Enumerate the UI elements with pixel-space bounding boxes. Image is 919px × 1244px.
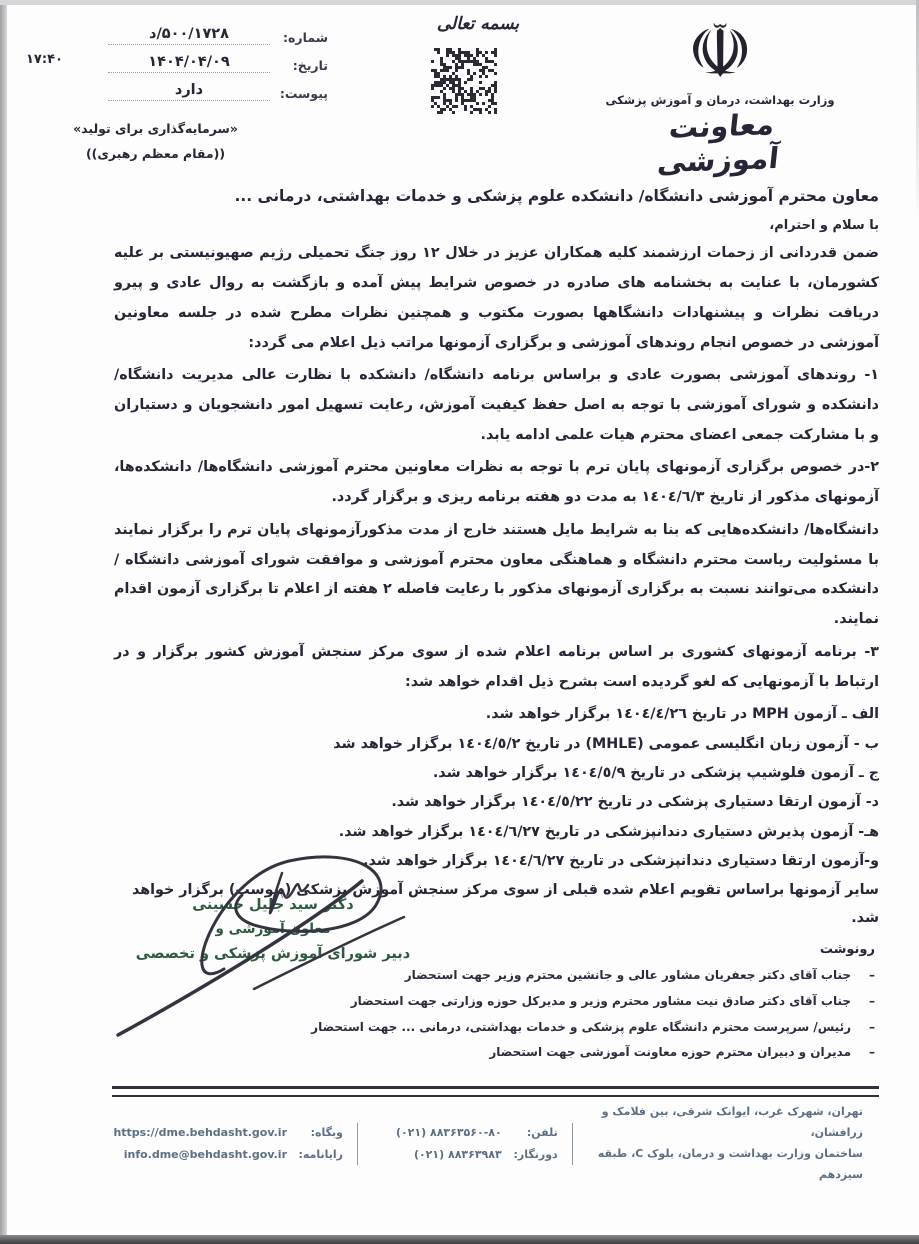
email-row: [118, 1144, 343, 1166]
item-2: ۲-در خصوص برگزاری آزمونهای پایان ترم با توجه به نظرات معاونین محترم آموزشی دانشگاه‌ها/ دانشکده‌ها، آزمونهای مذکور از تاریخ ١٤٠٤/٦/٣ به مدت دو هفته برنامه ریزی و برگزار گردد.: [114, 459, 879, 506]
footer-separator: [357, 1123, 358, 1165]
cc-item-text: مدیران و دبیران محترم حوزه معاونت آموزشی جهت استحضار: [489, 1045, 851, 1060]
print-time: ۱۷:۴۰: [26, 52, 63, 67]
letter-date-row: [108, 54, 328, 73]
footer-separator: [572, 1123, 573, 1165]
website-label: وبگاه:: [310, 1125, 343, 1139]
website-value: https://dme.behdasht.gov.ir: [113, 1125, 287, 1139]
cc-item-text: رئیس/ سرپرست محترم دانشگاه علوم پزشکی و خدمات بهداشتی، درمانی ... جهت استحضار: [311, 1019, 851, 1034]
cc-item-text: جناب آقای دکتر جعفریان مشاور عالی و جانشین محترم وزیر جهت استحضار: [404, 968, 851, 982]
besmellah-text: بسمه تعالی: [436, 14, 520, 34]
exam-item-jim: ج ـ آزمون فلوشیپ پزشکی در تاریخ ١٤٠٤/٥/٩ برگزار خواهد شد.: [432, 764, 879, 781]
qr-code: [428, 48, 500, 114]
letter-date-label: تاریخ:: [292, 58, 328, 73]
ministry-name: وزارت بهداشت، درمان و آموزش پزشکی: [605, 92, 835, 107]
fax-value: ۸۸۳۶۳۹۸۳ (۰۲۱): [413, 1147, 502, 1161]
cc-item: [300, 1015, 875, 1041]
letter-number-row: [108, 26, 328, 45]
letter-attachment-label: پیوست:: [279, 86, 328, 101]
dash-bullet: –: [869, 968, 875, 982]
exam-item-be: ب - آزمون زبان انگلیسی عمومی (MHLE) در تاریخ ١٤٠٤/٥/٢ برگزار خواهد شد: [333, 735, 879, 752]
salutation-line: با سلام و احترام،: [769, 218, 879, 234]
letter-meta-block: [108, 26, 328, 110]
signer-name: دکتر سید جلیل حسینی: [192, 897, 354, 913]
iran-emblem-icon: ☫: [686, 9, 754, 95]
signer-role-1: معاون آموزشی و: [215, 921, 331, 938]
letter-number-value: ۵۰۰/۱۷۲۸/د: [108, 26, 270, 45]
item-3: ۳- برنامه آزمونهای کشوری بر اساس برنامه اعلام شده از سوی مرکز سنجش آموزش کشور برگزار و در ارتباط با آزمونهایی که لغو گردیده است بشرح ذیل اقدام خواهد شد:: [114, 643, 879, 690]
email-value: info.dme@behdasht.gov.ir: [123, 1147, 287, 1161]
letter-attachment-value: دارد: [108, 82, 270, 101]
exam-item-alef: الف ـ آزمون MPH در تاریخ ١٤٠٤/٤/٢٦ برگزار خواهد شد.: [485, 706, 879, 723]
exam-item-he: هـ- آزمون پذیرش دستیاری دندانپزشکی در تاریخ ١٤٠٤/٦/٢٧ برگزار خواهد شد.: [338, 823, 879, 840]
cc-item: [300, 1040, 875, 1066]
letter-attachment-row: [108, 82, 328, 101]
footer-address: [573, 1102, 877, 1186]
deputy-name: معاونت آموزشی: [655, 106, 781, 179]
address-line-1: تهران، شهرک غرب، ایوانک شرقی، بین فلامک و زرافشان،: [601, 1105, 863, 1139]
exam-item-dal: د- آزمون ارتقا دستیاری پزشکی در تاریخ ١٤٠٤/٥/٢٢ برگزار خواهد شد.: [391, 794, 879, 811]
phone-row: [372, 1122, 558, 1144]
email-label: رایانامه:: [298, 1147, 343, 1161]
cc-item: [300, 989, 875, 1015]
footer-divider: [112, 1086, 879, 1097]
letter-date-value: ۱۴۰۴/۰۴/۰۹: [108, 54, 270, 73]
dash-bullet: –: [869, 993, 875, 1008]
dash-bullet: –: [869, 1019, 875, 1034]
footer-web: [104, 1122, 357, 1166]
phone-label: تلفن:: [526, 1125, 558, 1139]
closing-line: سایر آزمونها براساس تقویم اعلام شده قبلی از سوی مرکز سنجش آموزش پزشکی (پیوست) برگزار خواهد شد.: [131, 882, 879, 927]
dash-bullet: –: [869, 1045, 875, 1060]
item-2-note: دانشگاه‌ها/ دانشکده‌هایی که بنا به شرایط مایل هستند خارج از مدت مذکورآزمونهای پایان ترم را برگزار نمایند با مسئولیت ریاست محترم دانشگاه و هماهنگی معاون محترم آموزشی و موافقت شورای آموزشی دانشگاه / دانشکده می‌توانند نسبت به برگزاری آزمونهای مذکور با رعایت فاصله ۲ هفته از اعلام تا برگزاری آزمون اقدام نمایند.: [114, 521, 879, 628]
fax-row: [372, 1144, 558, 1166]
recipient-line: معاون محترم آموزشی دانشگاه/ دانشکده علوم پزشکی و خدمات بهداشتی، درمانی ...: [234, 187, 879, 205]
cc-block: [300, 942, 875, 1066]
letterhead-block: [605, 6, 835, 177]
scan-edge-top: [0, 0, 919, 5]
cc-item: [300, 963, 875, 989]
intro-paragraph: ضمن قدردانی از زحمات ارزشمند کلیه همکاران عزیز در خلال ۱۲ روز جنگ تحمیلی رژیم صهیونیستی بر علیه کشورمان، با عنایت به بخشنامه های صادره در خصوص شرایط پیش آمده و بازگشت به روال عادی و پیرو دریافت نظرات و پیشنهادات دانشگاهها بصورت مکتوب و همچنین نظرات مطرح شده در جلسه معاونین آموزشی در خصوص انجام روندهای آموزشی و برگزاری آزمونها مراتب ذیل اعلام می گردد:: [114, 245, 879, 351]
fax-label: دورنگار:: [513, 1147, 558, 1161]
cc-item-text: جناب آقای دکتر صادق نیت مشاور محترم وزیر و مدیرکل حوزه وزارتی جهت استحضار: [350, 993, 851, 1008]
website-row: [113, 1122, 343, 1144]
cc-title: رونوشت: [819, 942, 875, 957]
signer-role-2: دبیر شورای آموزش پزشکی و تخصصی: [135, 946, 411, 962]
footer-phones: [358, 1122, 572, 1166]
phone-value: ۸۸۳۶۳۵۶۰-۸۰ (۰۲۱): [395, 1125, 502, 1139]
item-1: ۱- روندهای آموزشی بصورت عادی و براساس برنامه دانشگاه/ دانشکده با نظارت عالی مدیریت دانشگاه/ دانشکده و شورای آموزشی با توجه به اصل حفظ کیفیت آموزش، رعایت تسهیل امور دانشجویان و دستیاران و با مشارکت جمعی اعضای محترم هیات علمی ادامه یابد.: [114, 367, 879, 443]
letter-body: [114, 183, 879, 934]
exam-item-vav: و-آزمون ارتقا دستیاری دندانپزشکی در تاریخ ١٤٠٤/٦/٢٧ برگزار خواهد شد.: [363, 852, 879, 869]
scan-edge-bottom: [0, 1235, 919, 1244]
scan-edge-left: [0, 0, 7, 1244]
address-line-2: ساختمان وزارت بهداشت و درمان، بلوک C، طبقه سیزدهم: [597, 1146, 863, 1181]
slogan-line-2: ((مقام معظم رهبری)): [85, 146, 226, 161]
year-slogan: [48, 116, 263, 166]
letter-number-label: شماره:: [283, 30, 328, 45]
slogan-line-1: «سرمایه‌گذاری برای تولید»: [73, 121, 238, 136]
footer-contact-bar: [104, 1102, 877, 1186]
